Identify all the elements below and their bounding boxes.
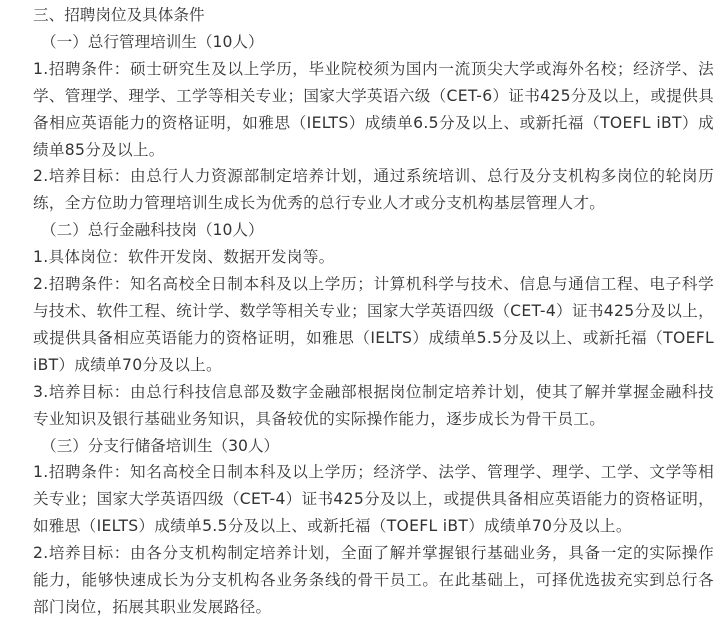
position-heading-fintech: （二）总行金融科技岗（10人）: [41, 221, 264, 240]
fintech-training-goal: 3.培养目标：由总行科技信息部及数字金融部根据岗位制定培养计划，使其了解并掌握金融科技专业知识及银行基础业务知识，具备较优的实际操作能力，逐步成长为骨干员工。: [33, 382, 714, 428]
management-trainee-training-goal: 2.培养目标：由总行人力资源部制定培养计划，通过系统培训、总行及分支机构多岗位的轮岗历练，全方位助力管理培训生成长为优秀的总行专业人才或分支机构基层管理人才。: [33, 167, 714, 213]
position-heading-branch-reserve-trainee: （三）分支行储备培训生（30人）: [41, 436, 280, 455]
section-title: 三、招聘岗位及具体条件: [33, 6, 205, 24]
branch-trainee-training-goal: 2.培养目标：由各分支机构制定培养计划，全面了解并掌握银行基础业务，具备一定的实际操作能力，能够快速成长为分支机构各业务条线的骨干员工。在此基础上，可择优选拔充实到总行各部门岗位，拓展其职业发展路径。: [33, 544, 714, 616]
position-heading-management-trainee: （一）总行管理培训生（10人）: [41, 32, 264, 51]
branch-trainee-requirements: 1.招聘条件：知名高校全日制本科及以上学历；经济学、法学、管理学、理学、工学、文学等相关专业；国家大学英语四级（CET-4）证书425分及以上，或提供具备相应英语能力的资格证明，如雅思（IELTS）成绩单5.5分及以上、或新托福（TOEFL iBT）成绩单70分及以上。: [33, 463, 714, 536]
fintech-specific-roles: 1.具体岗位：软件开发岗、数据开发岗等。: [33, 248, 335, 267]
fintech-requirements: 2.招聘条件：知名高校全日制本科及以上学历；计算机科学与技术、信息与通信工程、电子科学与技术、软件工程、统计学、数学等相关专业；国家大学英语四级（CET-4）证书425分及以上，或提供具备相应英语能力的资格证明，如雅思（IELTS）成绩单5.5分及以上、或新托福（TOEFL iBT）成绩单70分及以上。: [33, 275, 714, 374]
management-trainee-requirements: 1.招聘条件：硕士研究生及以上学历，毕业院校须为国内一流顶尖大学或海外名校；经济学、法学、管理学、理学、工学等相关专业；国家大学英语六级（CET-6）证书425分及以上，或提供具备相应英语能力的资格证明，如雅思（IELTS）成绩单6.5分及以上、或新托福（TOEFL iBT）成绩单85分及以上。: [33, 59, 714, 159]
